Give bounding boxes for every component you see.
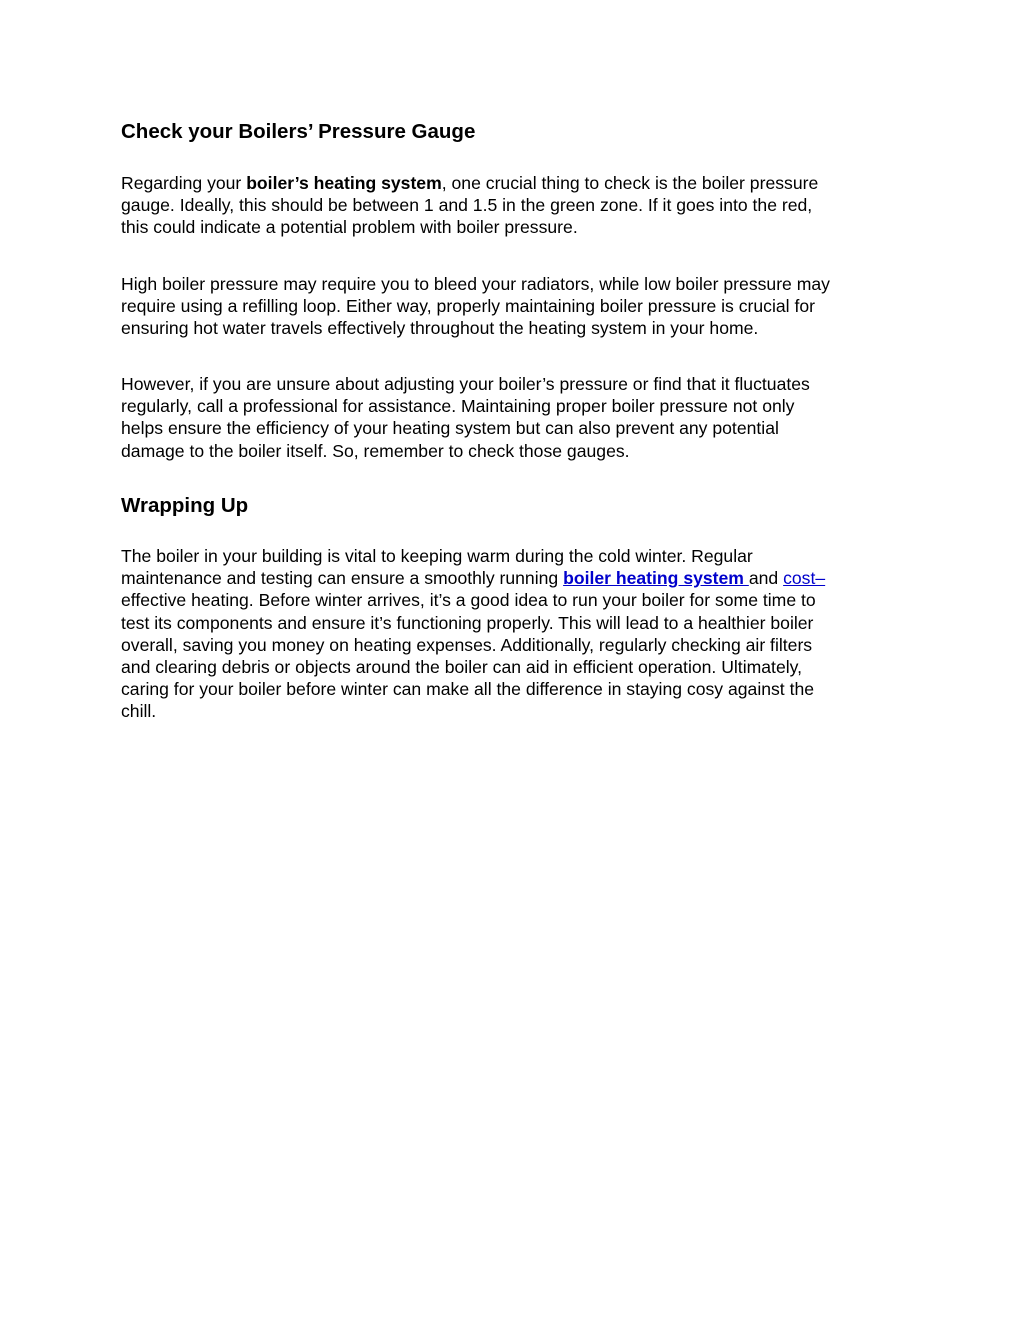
paragraph-line: regularly, call a professional for assistance. Maintaining proper boiler pressure not only	[121, 396, 795, 417]
paragraph-line: caring for your boiler before winter can make all the difference in staying cosy against the	[121, 679, 815, 700]
paragraph-line: effective heating. Before winter arrives, it’s a good idea to run your boiler for some time to	[121, 590, 816, 611]
paragraph-line: High boiler pressure may require you to bleed your radiators, while low boiler pressure may	[121, 274, 830, 294]
paragraph-pressure-intro	[121, 172, 818, 239]
cost-effective-link[interactable]: cost–	[783, 568, 826, 589]
paragraph-line: gauge. Ideally, this should be between 1 and 1.5 in the green zone. If it goes into the red,	[121, 195, 813, 216]
paragraph-call-professional	[121, 373, 810, 462]
paragraph-line: ensuring hot water travels effectively throughout the heating system in your home.	[121, 318, 759, 339]
text-run: maintenance and testing can ensure a smoothly running	[121, 568, 564, 589]
section-heading-pressure-gauge: Check your Boilers’ Pressure Gauge	[121, 120, 476, 143]
text-run: , one crucial thing to check is the boiler pressure	[441, 173, 819, 193]
bold-phrase: boiler’s heating system	[246, 173, 442, 193]
paragraph-line: However, if you are unsure about adjusting your boiler’s pressure or find that it fluctuates	[121, 374, 810, 394]
boiler-heating-system-link[interactable]: boiler heating system	[563, 568, 749, 589]
paragraph-high-low-pressure	[121, 273, 830, 340]
text-run: Regarding your	[121, 173, 247, 193]
paragraph-line: helps ensure the efficiency of your heating system but can also prevent any potential	[121, 418, 779, 439]
text-run: and	[748, 568, 784, 589]
paragraph-line	[121, 567, 825, 589]
paragraph-line: damage to the boiler itself. So, remember to check those gauges.	[121, 440, 630, 461]
paragraph-line: The boiler in your building is vital to keeping warm during the cold winter. Regular	[121, 546, 753, 566]
paragraph-line	[121, 172, 818, 194]
paragraph-line: overall, saving you money on heating expenses. Additionally, regularly checking air filters	[121, 634, 813, 655]
section-heading-wrapping-up: Wrapping Up	[121, 494, 249, 517]
paragraph-line: require using a refilling loop. Either way, properly maintaining boiler pressure is crucial for	[121, 296, 815, 317]
paragraph-line: test its components and ensure it’s functioning properly. This will lead to a healthier boiler	[121, 612, 814, 633]
paragraph-line: and clearing debris or objects around the boiler can aid in efficient operation. Ultimately,	[121, 657, 803, 678]
paragraph-line: this could indicate a potential problem with boiler pressure.	[121, 217, 578, 238]
paragraph-wrapping-up	[121, 545, 825, 723]
paragraph-line: chill.	[121, 701, 157, 722]
